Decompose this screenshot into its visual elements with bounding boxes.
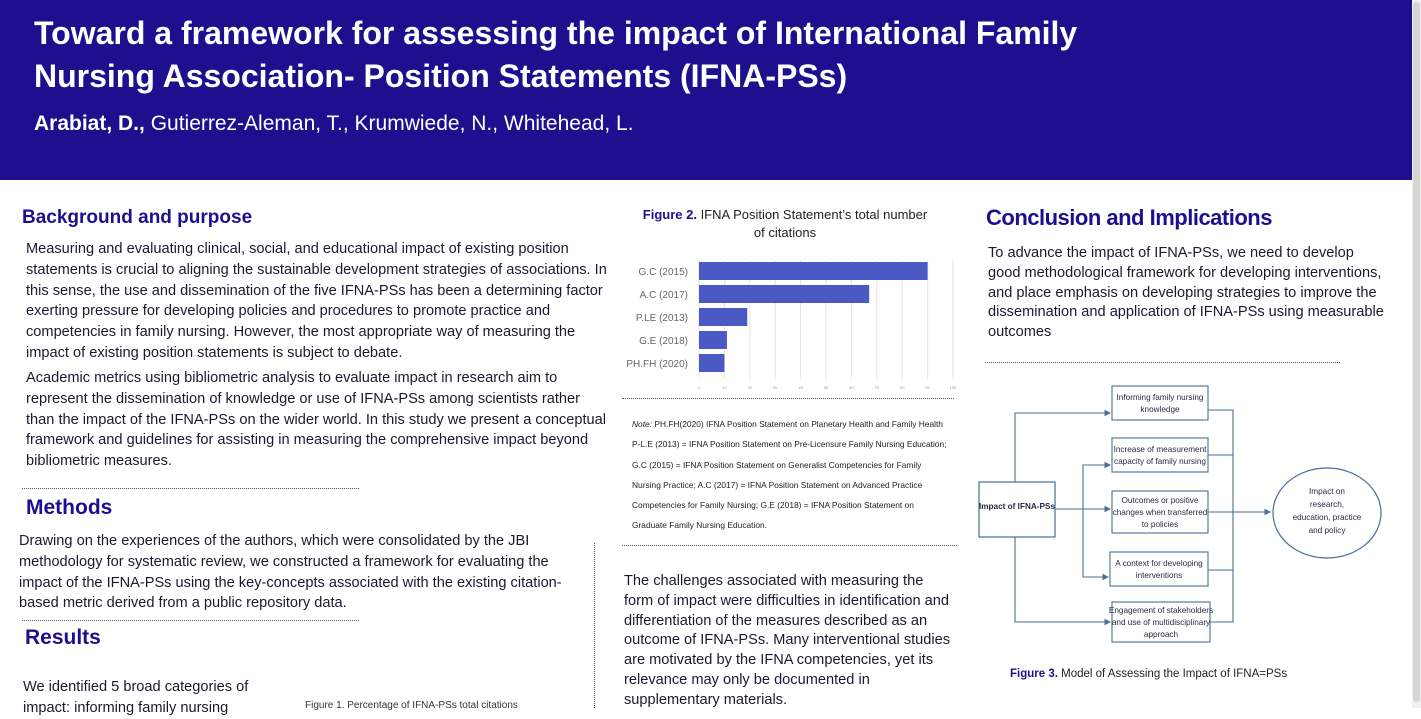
bar [699,331,727,349]
background-paragraph-1: Measuring and evaluating clinical, social, and educational impact of existing position statements is crucial to aligning the sustainable development strategies of associations. In this sense, the use and dissemination of the five IFNA-PSs has been a determining factor exerting pressure for developing policies and procedures to promote practice and competencies in family nursing. However, the most appropriate way of measuring the impact of existing position statements is subject to debate. [26,241,607,361]
target-label: Impact on [1309,487,1345,496]
target-label: education, practice [1292,513,1362,522]
divider [22,488,359,489]
note-label: Note: [632,419,653,429]
note-text: PH.FH(2020) IFNA Position Statement on Planetary Health and Family Health P-L.E (2013) = IFNA Position Statement on Pre-Licensure Family Nursing Education; G.C (2015) = IFNA Position Statement on Generalist Competencies for Family Nursing Practice; A.C (2017) = IFNA Position Statement on Advanced Practice Competencies for Family Nursing; G.E (2018) = IFNA Position Statement on Graduate Family Nursing Education. [632,419,947,531]
framework-node-label: Informing family nursing [1116,393,1204,402]
framework-node-label: capacity of family nursing [1114,457,1206,466]
lead-author: Arabiat, D., [34,112,145,135]
poster-title: Toward a framework for assessing the impact of International Family Nursing Association- Position Statements (IFNA-PSs) [34,15,1078,94]
framework-node-box [1110,552,1208,586]
x-tick-label: 90 [925,385,930,390]
framework-node-label: Outcomes or positive [1121,496,1199,505]
framework-node-label: and use of multidisciplinary [1111,618,1211,627]
target-label: and policy [1308,526,1346,535]
category-label: A.C (2017) [639,290,688,301]
divider [985,362,1340,363]
methods-heading: Methods [26,496,113,519]
bar [699,354,724,372]
divider [622,398,954,399]
framework-node-label: Increase of measurement [1113,445,1207,454]
framework-node-label: Engagement of stakeholders [1108,606,1214,615]
figure-2-caption-text: IFNA Position Statement’s total number of citations [696,207,928,240]
source-label: Impact of IFNA-PSs [979,502,1055,511]
target-label: research, [1309,500,1345,509]
bus-line [1208,410,1233,622]
framework-node-box [1112,438,1208,472]
results-heading: Results [25,626,101,649]
framework-node-label: changes when transferred [1112,508,1208,517]
poster-header [0,0,1412,180]
x-tick-label: 0 [697,385,701,390]
background-heading: Background and purpose [22,207,253,228]
results-text: We identified 5 broad categories of impact: informing family nursing [23,679,249,716]
figure-3-caption-text: Model of Assessing the Impact of IFNA=PSs [1057,668,1288,680]
framework-node-box [1112,386,1208,420]
framework-node-label: A context for developing [1115,559,1203,568]
connector-arrow [1083,509,1108,577]
figure-3-caption [1010,668,1287,680]
background-paragraph-2: Academic metrics using bibliometric analysis to evaluate impact in research aim to represent the dissemination of knowledge or use of IFNA-PSs among scientists rather than the impact of the IFNA-PSs on the wider world. In this study we present a conceptual framework and guidelines for assisting in measuring the comprehensive impact beyond bibliometric measures. [26,370,606,470]
methods-text: Drawing on the experiences of the authors, which were consolidated by the JBI methodology for systematic review, we constructed a framework for evaluating the impact of the IFNA-PSs using the key-concepts associated with the existing citation-based metric derived from a public repository data. [19,533,562,612]
figure-1-caption: Figure 1. Percentage of IFNA-PSs total citations [305,700,518,711]
x-tick-label: 50 [823,385,829,390]
conclusion-text: To advance the impact of IFNA-PSs, we need to develop good methodological framework for developing interventions, and place emphasis on developing strategies to improve the dissemination and application of IFNA-PSs using measurable outcomes [988,245,1384,341]
impact-model-diagram [975,380,1395,650]
x-tick-label: 70 [874,385,880,390]
connector-arrow [1015,537,1110,622]
challenges-text: The challenges associated with measuring the form of impact were difficulties in identification and differentiation of the measures described as an outcome of IFNA-PSs. Many interventional studies are motivated by the IFNA competencies, yet its relevance may only be documented in supplementary materials. [624,573,951,708]
divider [22,620,359,621]
scrollbar-thumb[interactable] [1413,2,1420,702]
bar [699,262,928,280]
x-tick-label: 80 [899,385,905,390]
vertical-scrollbar[interactable] [1412,0,1421,708]
framework-node-label: knowledge [1140,405,1180,414]
figure-2-caption [640,206,930,242]
x-tick-label: 10 [722,385,727,390]
figure-2-label: Figure 2. [642,207,697,222]
x-tick-label: 40 [798,385,803,390]
connector-arrow [1083,465,1110,509]
category-label: P.LE (2013) [635,313,688,324]
citations-bar-chart [615,250,965,390]
x-tick-label: 30 [772,385,778,390]
figure-2-note [632,414,947,536]
conclusion-heading: Conclusion and Implications [986,205,1272,230]
author-list [34,112,634,136]
framework-node-label: interventions [1135,571,1183,580]
framework-node-label: approach [1143,630,1179,639]
bar [699,308,747,326]
figure-3-label: Figure 3. [1010,668,1058,680]
category-label: G.E (2018) [639,336,688,347]
framework-node-label: to policies [1141,520,1179,529]
divider [594,543,595,708]
category-label: PH.FH (2020) [626,359,688,370]
category-label: G.C (2015) [638,267,688,278]
x-tick-label: 60 [849,385,854,390]
x-tick-label: 100 [949,385,957,390]
x-tick-label: 20 [747,385,753,390]
bar [699,285,869,303]
divider [622,545,957,546]
other-authors: Gutierrez-Aleman, T., Krumwiede, N., Whitehead, L. [144,112,634,135]
connector-arrow [1015,413,1110,482]
